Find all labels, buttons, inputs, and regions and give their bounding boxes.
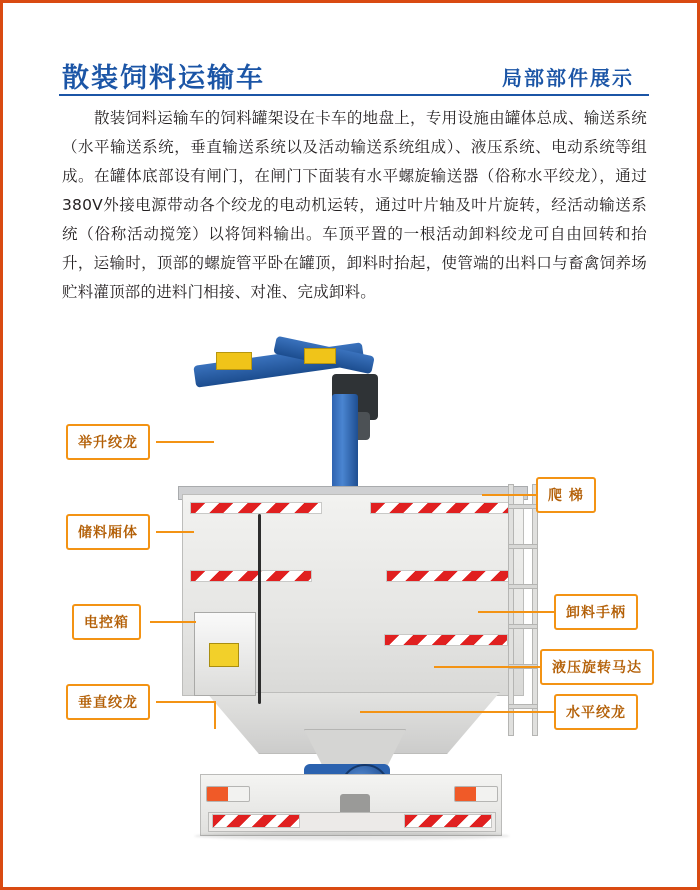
reflective-stripe-low [384,634,508,646]
reflective-stripe-top-left [190,502,322,514]
callout-discharge-handle: 卸料手柄 [554,594,638,630]
callout-leader-vertical-auger-v [214,701,216,729]
page-title: 散装饲料运输车 [62,63,265,94]
callout-leader-hydraulic-rotary-motor [434,666,540,668]
reflective-stripe-mid-left [190,570,312,582]
callout-leader-horizontal-auger [360,711,554,713]
header [4,56,696,96]
callout-leader-control-box [150,621,196,623]
boom-warning-plate-2 [304,348,336,364]
callout-storage-body: 储料厢体 [66,514,150,550]
reflective-stripe-top-right [370,502,512,514]
body-paragraph: 散装饲料运输车的饲料罐架设在卡车的地盘上，专用设施由罐体总成、输送系统（水平输送系统，垂直输送系统以及活动输送系统组成）、液压系统、电动系统等组成。在罐体底部设有闸门，在闸门下面装有水平螺旋输送器（俗称水平绞龙），通过380V外接电源带动各个绞龙的电动机运转，通过叶片轴及叶片旋转，经活动输送系统（俗称活动搅笼）以将饲料输出。车顶平置的一根活动卸料绞龙可自由回转和抬升，运输时，顶部的螺旋管平卧在罐顶，卸料时抬起，使管端的出料口与畜禽饲养场贮料灌顶部的进料门相接、对准、完成卸料。 [62,109,647,301]
callout-leader-lift-auger [156,441,214,443]
callout-hydraulic-rotary-motor: 液压旋转马达 [540,649,654,685]
bumper-stripe-right [404,814,492,828]
callout-leader-vertical-auger [156,701,216,703]
taillight-right [454,786,498,802]
callout-leader-discharge-handle [478,611,554,613]
electric-control-box [194,612,256,696]
callout-horizontal-auger: 水平绞龙 [554,694,638,730]
callout-lift-auger: 举升绞龙 [66,424,150,460]
access-ladder [506,484,540,734]
boom-warning-plate [216,352,252,370]
title-divider [59,94,649,96]
callout-leader-storage-body [156,531,194,533]
ladder-rung [508,504,538,509]
ladder-rung [508,704,538,709]
callout-vertical-auger: 垂直绞龙 [66,684,150,720]
page-subtitle: 局部部件展示 [502,66,634,90]
ladder-rail-right [532,484,538,736]
ladder-rung [508,624,538,629]
callout-control-box: 电控箱 [72,604,141,640]
ladder-rung [508,584,538,589]
truck-drawing [154,334,554,854]
reflective-stripe-mid-right [386,570,510,582]
truck-illustration [4,329,700,884]
ladder-rail-left [508,484,514,736]
warning-label-icon [209,643,239,667]
taillight-left [206,786,250,802]
bumper-stripe-left [212,814,300,828]
page-inner-border [3,3,697,887]
hydraulic-hose [258,514,261,704]
callout-leader-ladder [482,494,536,496]
ground-shadow [194,832,510,840]
callout-ladder: 爬 梯 [536,477,596,513]
ladder-rung [508,544,538,549]
